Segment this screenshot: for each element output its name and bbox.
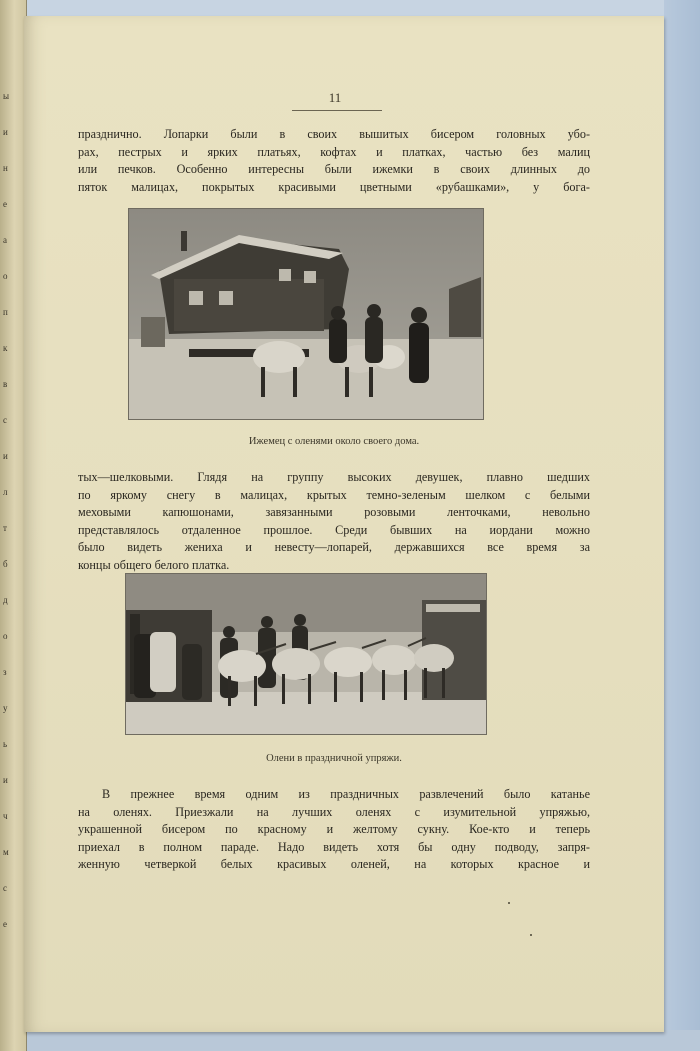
- photo-reindeer-festive-harness: [125, 573, 487, 735]
- left-page-fragment: с: [3, 883, 7, 893]
- left-page-fragment: и: [3, 127, 8, 137]
- text-line: на оленях. Приезжали на лучших оленях с изумительной упряжью,: [78, 804, 590, 819]
- text-line: женную четверкой белых красивых оленей, на которых красное и: [78, 857, 590, 871]
- left-page-fragment: з: [3, 667, 7, 677]
- left-page-fragment: о: [3, 631, 8, 641]
- photo-reindeer-festive-harness-image: [126, 574, 486, 734]
- text-line: пяток малицах, покрытых красивыми цветными «рубашками», у бога-: [78, 179, 590, 194]
- left-page-fragment: м: [3, 847, 9, 857]
- left-page-fragment: л: [3, 487, 8, 497]
- text-line: по яркому снегу в малицах, крытых темно-зеленым шелком с белыми: [78, 487, 590, 502]
- left-page-fragment: е: [3, 199, 7, 209]
- left-page-fragment: ь: [3, 739, 8, 749]
- left-page-fragment: к: [3, 343, 8, 353]
- book-page: [24, 16, 664, 1032]
- left-page-fragment: е: [3, 919, 7, 929]
- text-line: или печков. Особенно интересны были ижемки в своих длинных до: [78, 162, 590, 176]
- photo-herder-with-reindeer: [128, 208, 484, 420]
- paragraph-1: [78, 126, 590, 196]
- left-page-fragment: ч: [3, 811, 8, 821]
- left-page-fragment: и: [3, 775, 8, 785]
- text-line: тых—шелковыми. Глядя на группу высоких девушек, плавно шедших: [78, 470, 590, 484]
- left-page-fragment: ы: [3, 91, 10, 101]
- backdrop-right: [664, 0, 700, 1051]
- paragraph-3: [78, 786, 590, 874]
- page-number-rule: [292, 110, 382, 111]
- left-page-fragment: о: [3, 271, 8, 281]
- paper-speck: [508, 902, 510, 904]
- left-page-fragment: б: [3, 559, 8, 569]
- backdrop-bottom: [0, 1030, 700, 1051]
- text-line: концы общего белого платка.: [78, 557, 230, 572]
- left-page-edge: [0, 0, 27, 1051]
- text-line: было видеть жениха и невесту—лопарей, державшихся все время за: [78, 540, 590, 554]
- photo-caption-2: Олени в праздничной упряжи.: [266, 753, 402, 764]
- text-line: украшенной бисером по красному и желтому сукну. Кое-кто и теперь: [78, 822, 590, 836]
- text-line: празднично. Лопарки были в своих вышитых бисером головных убо-: [78, 127, 590, 141]
- left-page-fragment: д: [3, 595, 8, 605]
- left-page-fragment: н: [3, 163, 8, 173]
- left-page-fragment: и: [3, 451, 8, 461]
- left-page-fragment: т: [3, 523, 7, 533]
- photo-caption-1: Ижемец с оленями около своего дома.: [248, 436, 420, 447]
- text-line: рах, пестрых и ярких платьях, кофтах и платках, частью без малиц: [78, 144, 590, 159]
- page-number: 11: [328, 90, 342, 105]
- photo-herder-with-reindeer-image: [129, 209, 483, 419]
- left-page-fragment: п: [3, 307, 8, 317]
- left-page-fragment: у: [3, 703, 8, 713]
- paragraph-2: [78, 469, 590, 574]
- paper-speck: [530, 934, 532, 936]
- left-page-fragment: в: [3, 379, 8, 389]
- text-line: В прежнее время одним из праздничных развлечений было катанье: [102, 787, 590, 801]
- left-page-fragment: а: [3, 235, 7, 245]
- text-line: приехал в полном параде. Надо видеть хотя бы одну подводу, запря-: [78, 839, 590, 854]
- text-line: меховыми капюшонами, завязанными розовыми ленточками, невольно: [78, 505, 590, 519]
- text-line: представлялось отдаленное прошлое. Среди бывших на иордани можно: [78, 522, 590, 537]
- left-page-fragment: с: [3, 415, 7, 425]
